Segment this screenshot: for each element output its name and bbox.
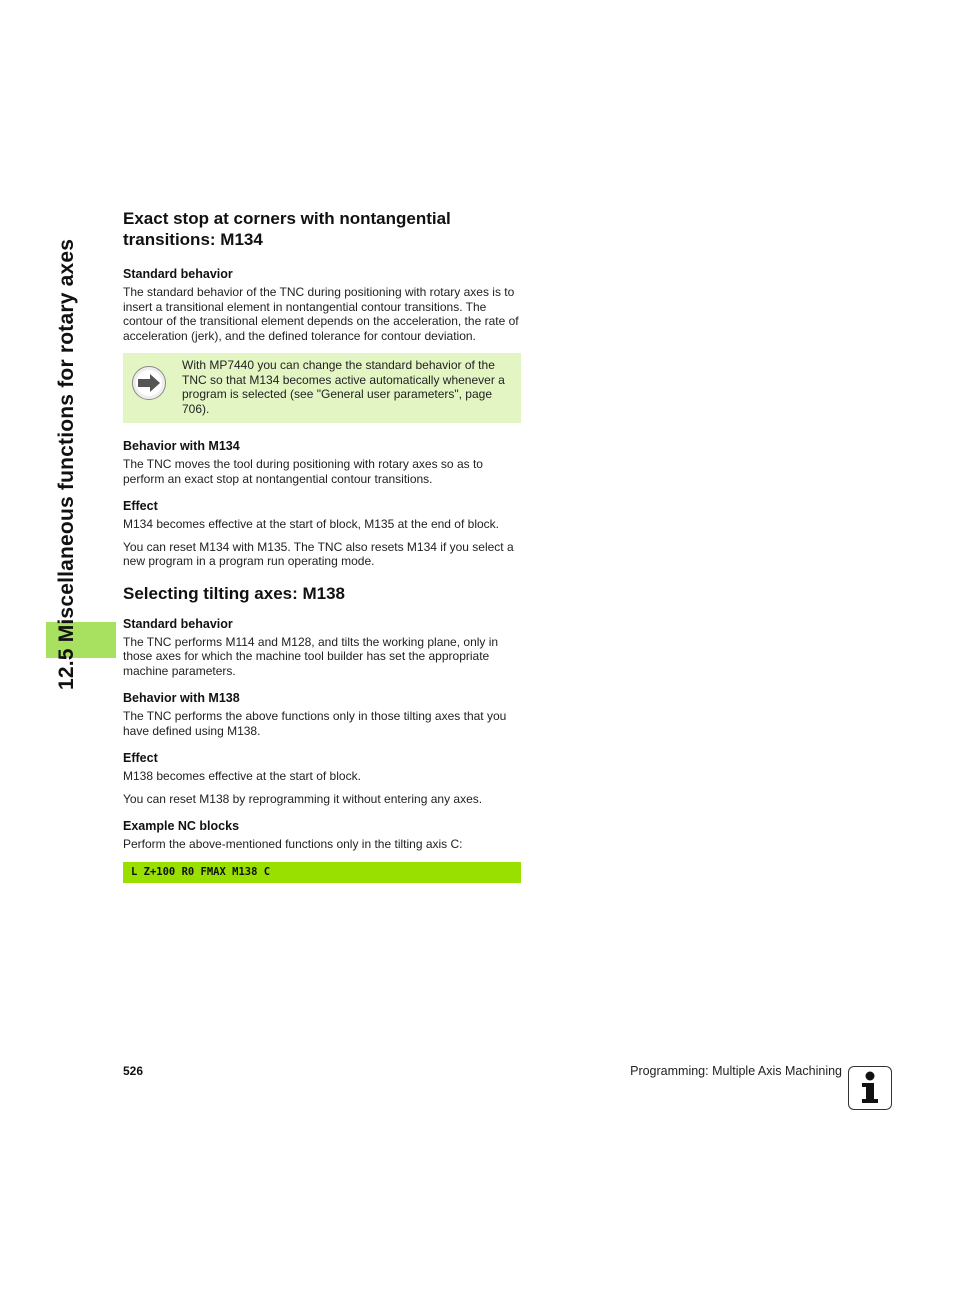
main-content — [123, 208, 523, 883]
nc-code-block: L Z+100 R0 FMAX M138 C — [123, 862, 521, 883]
section-heading-m134-line2: transitions: M134 — [123, 230, 263, 249]
subheading-effect-m134: Effect — [123, 499, 158, 513]
subheading-effect-m138: Effect — [123, 751, 158, 765]
subheading-behavior-m134: Behavior with M134 — [123, 439, 240, 453]
subheading-example-nc: Example NC blocks — [123, 819, 240, 833]
page-number: 526 — [123, 1064, 144, 1078]
paragraph-standard-behavior-m138: The TNC performs M114 and M128, and tilts the working plane, only in those axes for which the machine tool builder has set the appropriate machine parameters. — [123, 634, 499, 678]
paragraph-example-nc: Perform the above-mentioned functions only in the tilting axis C: — [123, 837, 463, 851]
chapter-title-vertical: 12.5 Miscellaneous functions for rotary axes — [55, 238, 78, 690]
section-heading-m138: Selecting tilting axes: M138 — [123, 583, 346, 603]
note-text: With MP7440 you can change the standard behavior of the TNC so that M134 becomes active automatically whenever a program is selected (see "General user parameters", page 706). — [182, 358, 505, 416]
paragraph-behavior-m138: The TNC performs the above functions only in those tilting axes that you have defined using M138. — [123, 709, 507, 738]
arrow-right-icon — [132, 366, 166, 400]
section-heading-m134-line1: Exact stop at corners with nontangential — [123, 209, 451, 228]
paragraph-standard-behavior: The standard behavior of the TNC during positioning with rotary axes is to insert a transitional element in nontangential contour transitions. The contour of the transitional element depends on the acceleration, the rate of acceleration (jerk), and the defined tolerance for contour deviation. — [123, 285, 519, 343]
subheading-behavior-m138: Behavior with M138 — [123, 691, 240, 705]
paragraph-behavior-m134: The TNC moves the tool during positioning with rotary axes so as to perform an exact stop at nontangential contour transitions. — [123, 457, 483, 486]
info-icon — [848, 1066, 892, 1110]
paragraph-effect-m134-1: M134 becomes effective at the start of block, M135 at the end of block. — [123, 517, 499, 531]
paragraph-effect-m138-1: M138 becomes effective at the start of block. — [123, 769, 361, 783]
footer-title: Programming: Multiple Axis Machining — [630, 1064, 842, 1078]
paragraph-effect-m138-2: You can reset M138 by reprogramming it without entering any axes. — [123, 791, 483, 806]
paragraph-effect-m134-2: You can reset M134 with M135. The TNC also resets M134 if you select a new program in a program run operating mode. — [123, 539, 514, 568]
subheading-standard-behavior: Standard behavior — [123, 267, 233, 281]
note-box — [123, 353, 521, 423]
subheading-standard-behavior-m138: Standard behavior — [123, 616, 233, 631]
